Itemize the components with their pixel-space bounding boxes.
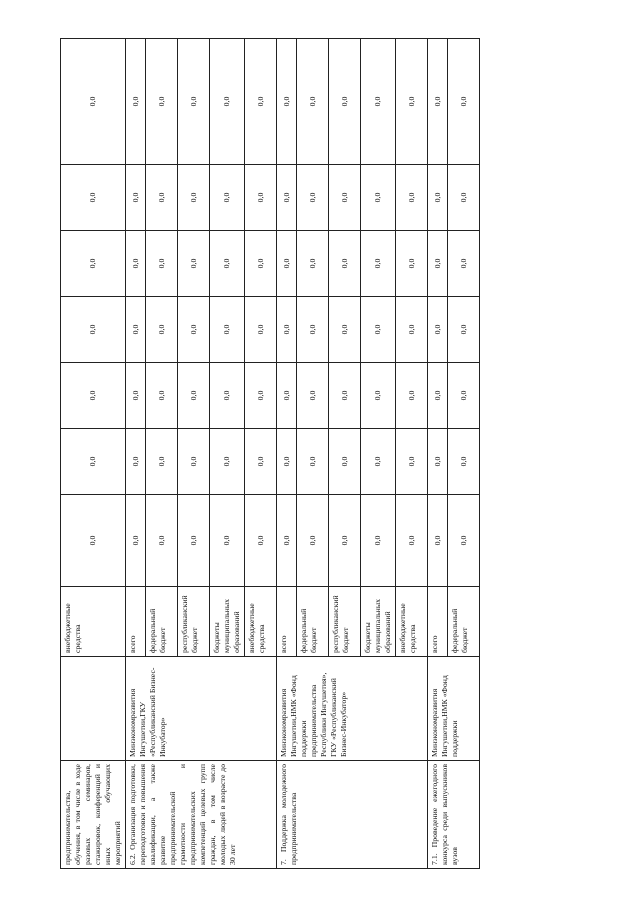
value-cell: 0,0 [61, 495, 126, 587]
value-cell: 0,0 [361, 39, 396, 165]
value-cell: 0,0 [396, 363, 428, 429]
value-cell: 0,0 [448, 165, 480, 231]
source-cell: республиканский бюджет [329, 587, 361, 657]
value-cell: 0,0 [61, 231, 126, 297]
value-cell: 0,0 [210, 39, 245, 165]
value-cell: 0,0 [297, 39, 329, 165]
value-cell: 0,0 [277, 39, 297, 165]
value-cell: 0,0 [146, 39, 178, 165]
table-row [126, 39, 146, 869]
value-cell: 0,0 [245, 231, 277, 297]
value-cell: 0,0 [396, 39, 428, 165]
activity-cell: 7.1. Проведение ежегодного конкурса среди выпускников вузов [428, 761, 480, 869]
value-cell: 0,0 [448, 495, 480, 587]
value-cell: 0,0 [178, 231, 210, 297]
value-cell: 0,0 [126, 429, 146, 495]
value-cell: 0,0 [448, 429, 480, 495]
value-cell: 0,0 [178, 39, 210, 165]
value-cell: 0,0 [329, 429, 361, 495]
value-cell: 0,0 [396, 165, 428, 231]
value-cell: 0,0 [428, 429, 448, 495]
value-cell: 0,0 [126, 231, 146, 297]
value-cell: 0,0 [361, 495, 396, 587]
value-cell: 0,0 [396, 297, 428, 363]
value-cell: 0,0 [245, 165, 277, 231]
value-cell: 0,0 [126, 495, 146, 587]
value-cell: 0,0 [448, 231, 480, 297]
value-cell: 0,0 [277, 231, 297, 297]
value-cell: 0,0 [329, 165, 361, 231]
source-cell: федеральный бюджет [297, 587, 329, 657]
value-cell: 0,0 [329, 39, 361, 165]
value-cell: 0,0 [428, 363, 448, 429]
source-cell: всего [126, 587, 146, 657]
value-cell: 0,0 [361, 429, 396, 495]
value-cell: 0,0 [61, 165, 126, 231]
source-cell: внебюджетные средства [396, 587, 428, 657]
value-cell: 0,0 [329, 297, 361, 363]
value-cell: 0,0 [178, 429, 210, 495]
value-cell: 0,0 [245, 39, 277, 165]
activity-cell: предпринимательства, обучения, в том числе в ходе разовых семинаров, стажировок, конференций и иных обучающих мероприятий [61, 761, 126, 869]
value-cell: 0,0 [146, 231, 178, 297]
value-cell: 0,0 [448, 39, 480, 165]
value-cell: 0,0 [361, 231, 396, 297]
source-cell: бюджеты муниципальных образований [361, 587, 396, 657]
value-cell: 0,0 [146, 297, 178, 363]
value-cell: 0,0 [277, 297, 297, 363]
value-cell: 0,0 [146, 165, 178, 231]
value-cell: 0,0 [210, 429, 245, 495]
value-cell: 0,0 [428, 495, 448, 587]
value-cell: 0,0 [146, 495, 178, 587]
value-cell: 0,0 [277, 363, 297, 429]
value-cell: 0,0 [361, 297, 396, 363]
value-cell: 0,0 [210, 297, 245, 363]
value-cell: 0,0 [277, 429, 297, 495]
value-cell: 0,0 [329, 363, 361, 429]
value-cell: 0,0 [61, 429, 126, 495]
value-cell: 0,0 [277, 165, 297, 231]
value-cell: 0,0 [178, 363, 210, 429]
value-cell: 0,0 [210, 231, 245, 297]
value-cell: 0,0 [277, 495, 297, 587]
budget-table [60, 38, 480, 869]
value-cell: 0,0 [329, 495, 361, 587]
table-row [61, 39, 126, 869]
value-cell: 0,0 [396, 231, 428, 297]
value-cell: 0,0 [297, 363, 329, 429]
value-cell: 0,0 [245, 495, 277, 587]
value-cell: 0,0 [361, 363, 396, 429]
executor-cell [61, 657, 126, 761]
value-cell: 0,0 [245, 429, 277, 495]
source-cell: внебюджетные средства [245, 587, 277, 657]
activity-cell: 7. Поддержка молодежного предпринимательства [277, 761, 428, 869]
executor-cell: Минэкономразвития Ингушетии,НМК «Фонд поддержки [428, 657, 480, 761]
value-cell: 0,0 [448, 363, 480, 429]
source-cell: всего [277, 587, 297, 657]
table-row [277, 39, 297, 869]
value-cell: 0,0 [361, 165, 396, 231]
value-cell: 0,0 [245, 297, 277, 363]
value-cell: 0,0 [126, 165, 146, 231]
source-cell: внебюджетные средства [61, 587, 126, 657]
value-cell: 0,0 [428, 297, 448, 363]
value-cell: 0,0 [297, 297, 329, 363]
value-cell: 0,0 [428, 165, 448, 231]
value-cell: 0,0 [396, 429, 428, 495]
value-cell: 0,0 [396, 495, 428, 587]
source-cell: бюджеты муниципальных образований [210, 587, 245, 657]
value-cell: 0,0 [297, 429, 329, 495]
value-cell: 0,0 [245, 363, 277, 429]
value-cell: 0,0 [178, 495, 210, 587]
value-cell: 0,0 [146, 429, 178, 495]
source-cell: всего [428, 587, 448, 657]
value-cell: 0,0 [297, 231, 329, 297]
value-cell: 0,0 [329, 231, 361, 297]
value-cell: 0,0 [61, 297, 126, 363]
source-cell: федеральный бюджет [146, 587, 178, 657]
value-cell: 0,0 [61, 363, 126, 429]
value-cell: 0,0 [126, 39, 146, 165]
value-cell: 0,0 [210, 495, 245, 587]
table-row [428, 39, 448, 869]
value-cell: 0,0 [428, 39, 448, 165]
value-cell: 0,0 [61, 39, 126, 165]
value-cell: 0,0 [428, 231, 448, 297]
value-cell: 0,0 [126, 363, 146, 429]
value-cell: 0,0 [448, 297, 480, 363]
activity-cell: 6.2. Организация подготовки, переподготовки и повышения квалификации, а также развитие предпринимательской грамотности и предпринимательских компетенций целевых групп граждан, в том числе молодых людей в возрасте до 30 лет [126, 761, 277, 869]
value-cell: 0,0 [146, 363, 178, 429]
executor-cell: Минэкономразвития Ингушетии,НМК «Фонд поддержки предпринимательства Республики Ингушетия», ГКУ «Республиканский Бизнес-Инкубатор» [277, 657, 428, 761]
value-cell: 0,0 [297, 165, 329, 231]
value-cell: 0,0 [210, 363, 245, 429]
value-cell: 0,0 [178, 297, 210, 363]
value-cell: 0,0 [297, 495, 329, 587]
source-cell: федеральный бюджет [448, 587, 480, 657]
value-cell: 0,0 [178, 165, 210, 231]
executor-cell: Минэкономразвития Ингушетии,ГКУ «Республиканский Бизнес-Инкубатор» [126, 657, 277, 761]
value-cell: 0,0 [210, 165, 245, 231]
value-cell: 0,0 [126, 297, 146, 363]
source-cell: республиканский бюджет [178, 587, 210, 657]
